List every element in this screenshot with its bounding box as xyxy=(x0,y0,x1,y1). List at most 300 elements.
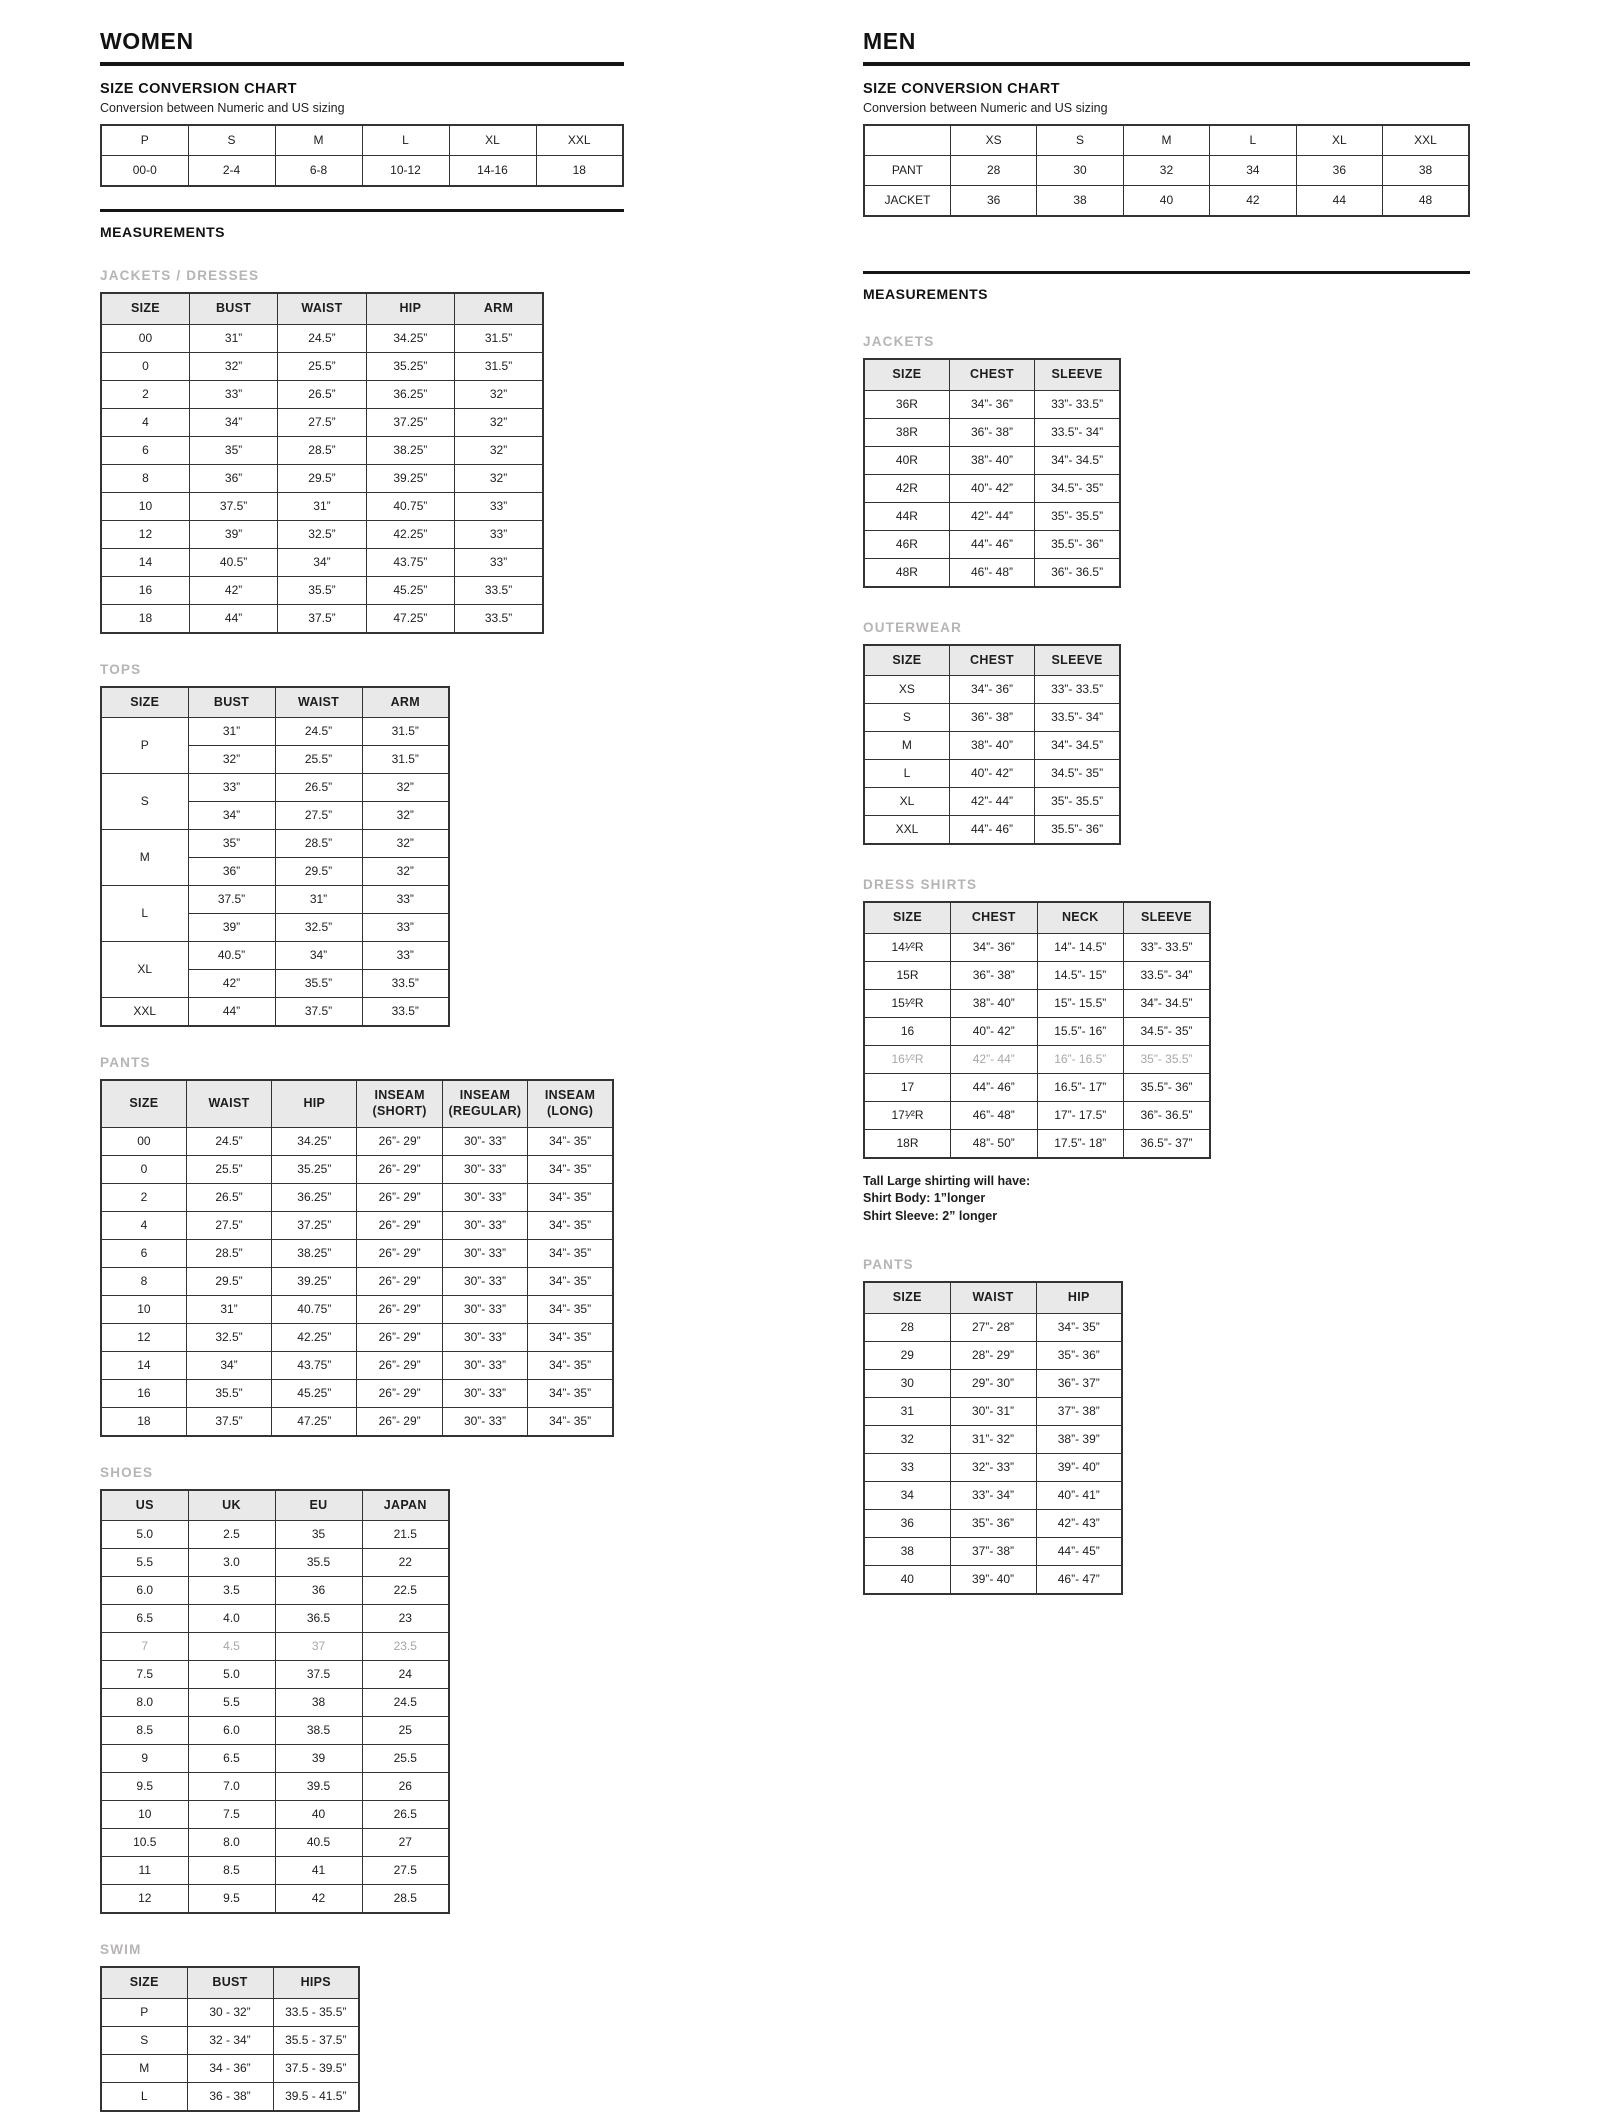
table-cell: 3.5 xyxy=(188,1577,275,1605)
table-cell: 37.5” xyxy=(278,604,366,633)
table-cell: 33”- 33.5” xyxy=(1035,390,1120,418)
column-header: CHEST xyxy=(949,645,1034,676)
table-cell: 5.5 xyxy=(101,1549,188,1577)
column-header: SIZE xyxy=(101,687,188,718)
table-cell: L xyxy=(101,2082,187,2111)
table-row xyxy=(101,1155,613,1183)
note-line: Shirt Body: 1”longer xyxy=(863,1191,986,1206)
table-cell: 30”- 33” xyxy=(442,1183,527,1211)
men-size-conversion-table xyxy=(863,124,1470,217)
table-cell: 25 xyxy=(362,1717,449,1745)
table-cell: 12 xyxy=(101,1323,186,1351)
table-cell: 35” xyxy=(189,436,277,464)
table-cell: 36R xyxy=(864,390,949,418)
table-cell: 28.5” xyxy=(275,830,362,858)
column-header: NECK xyxy=(1037,902,1124,933)
table-cell: PANT xyxy=(864,156,950,186)
table-cell: 34” xyxy=(278,548,366,576)
men-shirting-note xyxy=(863,1173,1470,1226)
table-cell: 9.5 xyxy=(188,1885,275,1914)
table-cell: 16”- 16.5” xyxy=(1037,1045,1124,1073)
table-cell: P xyxy=(101,1998,187,2026)
table-cell: 14.5”- 15” xyxy=(1037,961,1124,989)
table-cell: 42.25” xyxy=(366,520,454,548)
table-cell: 31” xyxy=(278,492,366,520)
table-cell: 27.5” xyxy=(186,1211,271,1239)
table-cell: 35”- 35.5” xyxy=(1035,788,1120,816)
table-cell: 26”- 29” xyxy=(357,1407,442,1436)
table-cell: 37.25” xyxy=(366,408,454,436)
table-cell: 32” xyxy=(362,774,449,802)
table-cell: XS xyxy=(864,676,949,704)
column-header: SIZE xyxy=(864,902,951,933)
table-cell: 5.0 xyxy=(101,1521,188,1549)
table-cell: 27.5” xyxy=(278,408,366,436)
table-cell: M xyxy=(864,732,949,760)
table-cell: 30”- 33” xyxy=(442,1267,527,1295)
column-header: SLEEVE xyxy=(1124,902,1211,933)
table-cell: 3.0 xyxy=(188,1549,275,1577)
column-header: SIZE xyxy=(101,1080,186,1127)
table-cell: 24.5” xyxy=(278,324,366,352)
table-cell: 39 xyxy=(275,1745,362,1773)
table-cell: 8 xyxy=(101,1267,186,1295)
table-cell: 34”- 35” xyxy=(528,1379,613,1407)
table-cell: 6.5 xyxy=(188,1745,275,1773)
table-cell: 26.5” xyxy=(278,380,366,408)
table-cell: 35”- 36” xyxy=(1036,1342,1122,1370)
table-cell: 28 xyxy=(864,1314,950,1342)
table-cell: 34”- 35” xyxy=(528,1183,613,1211)
table-body xyxy=(864,1314,1122,1595)
table-row xyxy=(101,380,543,408)
table-cell: 2 xyxy=(101,1183,186,1211)
table-row xyxy=(101,1211,613,1239)
column-header: L xyxy=(362,125,449,156)
table-cell: 30”- 33” xyxy=(442,1127,527,1155)
table-cell: 42”- 44” xyxy=(949,502,1034,530)
table-row xyxy=(101,1295,613,1323)
table-cell: 26”- 29” xyxy=(357,1127,442,1155)
women-title: WOMEN xyxy=(100,28,194,54)
table-row xyxy=(864,1073,1210,1101)
table-row xyxy=(101,156,623,187)
table-cell: 46”- 48” xyxy=(951,1101,1038,1129)
table-cell: 14¹⁄²R xyxy=(864,933,951,961)
table-cell: 36”- 37” xyxy=(1036,1370,1122,1398)
table-cell: 32” xyxy=(455,380,543,408)
table-cell: 34.5”- 35” xyxy=(1035,760,1120,788)
table-cell: 34 - 36” xyxy=(187,2054,273,2082)
table-head xyxy=(101,293,543,324)
table-cell: 25.5” xyxy=(275,746,362,774)
table-cell: 33”- 33.5” xyxy=(1124,933,1211,961)
table-cell: 18R xyxy=(864,1129,951,1158)
table-cell: 33.5” xyxy=(455,604,543,633)
table-header-row xyxy=(864,125,1469,156)
women-pants-label: PANTS xyxy=(100,1055,151,1071)
table-cell: 26”- 29” xyxy=(357,1239,442,1267)
table-cell: 36”- 38” xyxy=(951,961,1038,989)
women-section xyxy=(100,0,624,2112)
table-cell: 47.25” xyxy=(272,1407,357,1436)
table-cell: 40.5 xyxy=(275,1829,362,1857)
table-row xyxy=(864,418,1120,446)
table-head xyxy=(101,1967,359,1998)
table-cell: 32” xyxy=(189,352,277,380)
table-cell: 7.0 xyxy=(188,1773,275,1801)
table-cell: 14”- 14.5” xyxy=(1037,933,1124,961)
table-cell: 5.0 xyxy=(188,1661,275,1689)
table-cell: 42” xyxy=(188,970,275,998)
table-cell: 37.5” xyxy=(186,1407,271,1436)
table-cell: 16¹⁄²R xyxy=(864,1045,951,1073)
table-header-row xyxy=(101,293,543,324)
column-header: S xyxy=(188,125,275,156)
table-cell: 25.5 xyxy=(362,1745,449,1773)
table-row xyxy=(864,156,1469,186)
table-cell: 28.5 xyxy=(362,1885,449,1914)
table-head xyxy=(864,902,1210,933)
women-conversion-subheading: Conversion between Numeric and US sizing xyxy=(100,101,345,115)
table-cell: 26”- 29” xyxy=(357,1183,442,1211)
table-cell: 33.5” xyxy=(455,576,543,604)
table-cell: 43.75” xyxy=(272,1351,357,1379)
table-cell: 0 xyxy=(101,1155,186,1183)
table-cell: 35.5”- 36” xyxy=(1035,530,1120,558)
column-header: SLEEVE xyxy=(1035,359,1120,390)
table-cell: 44”- 46” xyxy=(949,530,1034,558)
table-cell: 31.5” xyxy=(455,352,543,380)
column-header: XXL xyxy=(536,125,623,156)
column-header: L xyxy=(1210,125,1296,156)
table-cell: 36 xyxy=(864,1510,950,1538)
table-cell: 40R xyxy=(864,446,949,474)
table-cell: 33” xyxy=(188,774,275,802)
table-cell: 23.5 xyxy=(362,1633,449,1661)
table-cell: 35.5” xyxy=(186,1379,271,1407)
table-cell: 44”- 46” xyxy=(951,1073,1038,1101)
table-cell: 6 xyxy=(101,436,189,464)
table-row xyxy=(864,502,1120,530)
column-header: JAPAN xyxy=(362,1490,449,1521)
table-cell: 8.5 xyxy=(188,1857,275,1885)
table-cell: 7.5 xyxy=(101,1661,188,1689)
table-cell: 6.0 xyxy=(101,1577,188,1605)
table-cell: 32” xyxy=(362,858,449,886)
table-cell: 26”- 29” xyxy=(357,1267,442,1295)
table-cell: 16.5”- 17” xyxy=(1037,1073,1124,1101)
table-cell: 25.5” xyxy=(186,1155,271,1183)
column-header: UK xyxy=(188,1490,275,1521)
table-cell: 34”- 35” xyxy=(528,1295,613,1323)
column-header: BUST xyxy=(189,293,277,324)
table-row xyxy=(864,390,1120,418)
table-row xyxy=(101,830,449,858)
table-cell: 33” xyxy=(455,520,543,548)
table-row xyxy=(864,760,1120,788)
table-cell: 34 xyxy=(864,1482,950,1510)
column-header: SLEEVE xyxy=(1035,645,1120,676)
table-cell: 36 - 38” xyxy=(187,2082,273,2111)
table-row xyxy=(101,774,449,802)
table-cell: 48 xyxy=(1383,186,1469,217)
women-size-conversion-table xyxy=(100,124,624,187)
table-cell: 8.5 xyxy=(101,1717,188,1745)
table-cell: 27 xyxy=(362,1829,449,1857)
table-cell: 36”- 36.5” xyxy=(1124,1101,1211,1129)
table-cell: 00 xyxy=(101,1127,186,1155)
table-cell: 24.5” xyxy=(186,1127,271,1155)
table-cell: 10 xyxy=(101,1801,188,1829)
table-cell: 40 xyxy=(864,1566,950,1595)
table-cell: 4 xyxy=(101,1211,186,1239)
table-cell: 32” xyxy=(455,464,543,492)
table-cell: 37”- 38” xyxy=(950,1538,1036,1566)
table-cell: 33.5”- 34” xyxy=(1035,704,1120,732)
table-cell: JACKET xyxy=(864,186,950,217)
column-header: BUST xyxy=(187,1967,273,1998)
table-cell: 35.5”- 36” xyxy=(1124,1073,1211,1101)
table-cell: 39.5 xyxy=(275,1773,362,1801)
table-cell: 33” xyxy=(362,914,449,942)
table-cell: 26”- 29” xyxy=(357,1379,442,1407)
table-cell: 36.5 xyxy=(275,1605,362,1633)
table-cell: 35.5” xyxy=(275,970,362,998)
table-row xyxy=(864,474,1120,502)
table-body xyxy=(101,324,543,633)
table-cell: 39”- 40” xyxy=(1036,1454,1122,1482)
table-cell: 00 xyxy=(101,324,189,352)
table-cell: 35.5”- 36” xyxy=(1035,816,1120,845)
table-cell: 29.5” xyxy=(186,1267,271,1295)
table-body xyxy=(101,1127,613,1436)
table-row xyxy=(864,704,1120,732)
table-cell: 40.75” xyxy=(366,492,454,520)
table-row xyxy=(864,558,1120,587)
table-cell: 33.5”- 34” xyxy=(1035,418,1120,446)
table-row xyxy=(864,1370,1122,1398)
table-cell: 17 xyxy=(864,1073,951,1101)
table-cell: 31.5” xyxy=(362,718,449,746)
table-cell: 23 xyxy=(362,1605,449,1633)
table-cell: 35”- 36” xyxy=(950,1510,1036,1538)
table-cell: 31”- 32” xyxy=(950,1426,1036,1454)
table-row xyxy=(101,1577,449,1605)
table-row xyxy=(101,1239,613,1267)
men-title-divider xyxy=(863,62,1470,66)
column-header: XL xyxy=(1296,125,1382,156)
table-cell: XXL xyxy=(864,816,949,845)
table-row xyxy=(101,1633,449,1661)
table-cell: 39”- 40” xyxy=(950,1566,1036,1595)
table-header-row xyxy=(864,1282,1122,1313)
table-cell: 36”- 38” xyxy=(949,418,1034,446)
column-header: HIP xyxy=(1036,1282,1122,1313)
table-cell: 33”- 33.5” xyxy=(1035,676,1120,704)
table-cell: 32.5” xyxy=(278,520,366,548)
table-cell: 30”- 33” xyxy=(442,1295,527,1323)
table-row xyxy=(101,1773,449,1801)
table-cell: 46”- 48” xyxy=(949,558,1034,587)
table-row xyxy=(864,676,1120,704)
table-cell: 17.5”- 18” xyxy=(1037,1129,1124,1158)
table-cell: 29 xyxy=(864,1342,950,1370)
table-row xyxy=(101,2082,359,2111)
women-swim-table xyxy=(100,1966,360,2112)
table-cell: 34”- 35” xyxy=(528,1407,613,1436)
size-group-cell: XXL xyxy=(101,998,188,1027)
table-row xyxy=(101,1661,449,1689)
table-cell: 45.25” xyxy=(272,1379,357,1407)
column-header: M xyxy=(275,125,362,156)
table-cell: 27”- 28” xyxy=(950,1314,1036,1342)
table-body xyxy=(101,1998,359,2111)
table-cell: 42 xyxy=(1210,186,1296,217)
table-cell: 37.5 xyxy=(275,1661,362,1689)
table-cell: 34.5”- 35” xyxy=(1124,1017,1211,1045)
column-header: INSEAM (REGULAR) xyxy=(442,1080,527,1127)
table-cell: 38.25” xyxy=(272,1239,357,1267)
table-row xyxy=(101,604,543,633)
men-title: MEN xyxy=(863,28,916,54)
table-cell: 42 xyxy=(275,1885,362,1914)
table-row xyxy=(101,2054,359,2082)
table-cell: 36” xyxy=(189,464,277,492)
men-pants-table xyxy=(863,1281,1123,1595)
table-row xyxy=(101,436,543,464)
table-row xyxy=(101,576,543,604)
table-cell: XL xyxy=(864,788,949,816)
table-cell: 28.5” xyxy=(278,436,366,464)
table-cell: 38.5 xyxy=(275,1717,362,1745)
men-measurements-divider xyxy=(863,271,1470,274)
table-cell: 33” xyxy=(455,548,543,576)
men-outerwear-label: OUTERWEAR xyxy=(863,619,963,635)
table-cell: 30”- 33” xyxy=(442,1239,527,1267)
column-header: S xyxy=(1037,125,1123,156)
table-cell: 25.5” xyxy=(278,352,366,380)
table-cell: 34”- 36” xyxy=(951,933,1038,961)
table-cell: 33” xyxy=(362,942,449,970)
table-head xyxy=(864,1282,1122,1313)
table-cell: 34”- 35” xyxy=(528,1127,613,1155)
table-cell: 34.25” xyxy=(366,324,454,352)
table-cell: 34”- 34.5” xyxy=(1035,446,1120,474)
table-row xyxy=(101,1885,449,1914)
table-cell: 26”- 29” xyxy=(357,1295,442,1323)
table-row xyxy=(864,989,1210,1017)
table-cell: 34”- 34.5” xyxy=(1124,989,1211,1017)
table-cell: 24.5 xyxy=(362,1689,449,1717)
table-cell: 34”- 35” xyxy=(528,1239,613,1267)
table-cell: 31.5” xyxy=(455,324,543,352)
table-row xyxy=(101,1407,613,1436)
column-header: P xyxy=(101,125,188,156)
table-head xyxy=(864,125,1469,156)
table-row xyxy=(864,186,1469,217)
table-cell: 35.5 - 37.5” xyxy=(273,2026,359,2054)
table-row xyxy=(101,1127,613,1155)
table-row xyxy=(101,352,543,380)
table-cell: 6.0 xyxy=(188,1717,275,1745)
column-header: WAIST xyxy=(950,1282,1036,1313)
table-row xyxy=(101,1829,449,1857)
table-row xyxy=(101,886,449,914)
table-head xyxy=(101,1490,449,1521)
table-cell: 38”- 40” xyxy=(949,732,1034,760)
column-header: SIZE xyxy=(864,1282,950,1313)
table-cell: 44”- 45” xyxy=(1036,1538,1122,1566)
table-row xyxy=(101,1521,449,1549)
size-group-cell: P xyxy=(101,718,188,774)
note-line: Shirt Sleeve: 2” longer xyxy=(863,1208,998,1223)
column-header: SIZE xyxy=(101,293,189,324)
women-jackets-dresses-table xyxy=(100,292,544,634)
table-cell: 16 xyxy=(101,1379,186,1407)
men-conversion-subheading: Conversion between Numeric and US sizing xyxy=(863,101,1108,115)
table-cell: 31” xyxy=(189,324,277,352)
men-measurements-heading: MEASUREMENTS xyxy=(863,286,989,302)
table-row xyxy=(101,1801,449,1829)
men-pants-label: PANTS xyxy=(863,1257,914,1273)
table-row xyxy=(864,1566,1122,1595)
table-cell: 38”- 39” xyxy=(1036,1426,1122,1454)
table-cell: 26.5 xyxy=(362,1801,449,1829)
table-cell: 34.5”- 35” xyxy=(1035,474,1120,502)
table-row xyxy=(864,1342,1122,1370)
table-cell: 14-16 xyxy=(449,156,536,187)
column-header: CHEST xyxy=(949,359,1034,390)
table-header-row xyxy=(864,359,1120,390)
table-cell: 34”- 35” xyxy=(528,1155,613,1183)
table-cell: 11 xyxy=(101,1857,188,1885)
table-row xyxy=(864,1454,1122,1482)
table-row xyxy=(101,1717,449,1745)
table-cell: 29.5” xyxy=(278,464,366,492)
column-header: HIPS xyxy=(273,1967,359,1998)
table-cell: 29.5” xyxy=(275,858,362,886)
table-cell: 39.5 - 41.5” xyxy=(273,2082,359,2111)
table-cell: 26.5” xyxy=(275,774,362,802)
table-cell: 8.0 xyxy=(188,1829,275,1857)
table-cell: 36.5”- 37” xyxy=(1124,1129,1211,1158)
table-cell: 40”- 42” xyxy=(949,760,1034,788)
women-title-divider xyxy=(100,62,624,66)
table-cell: 33.5”- 34” xyxy=(1124,961,1211,989)
table-row xyxy=(864,1045,1210,1073)
table-cell: 34”- 35” xyxy=(528,1351,613,1379)
table-cell: 28.5” xyxy=(186,1239,271,1267)
table-cell: 42”- 43” xyxy=(1036,1510,1122,1538)
table-cell: 33 xyxy=(864,1454,950,1482)
men-dress-shirts-label: DRESS SHIRTS xyxy=(863,877,978,893)
table-cell: 4.5 xyxy=(188,1633,275,1661)
table-cell: M xyxy=(101,2054,187,2082)
table-cell: 30”- 33” xyxy=(442,1379,527,1407)
table-cell: 39.25” xyxy=(366,464,454,492)
column-header: M xyxy=(1123,125,1209,156)
table-cell: 12 xyxy=(101,1885,188,1914)
column-header xyxy=(864,125,950,156)
table-cell: 33.5” xyxy=(362,970,449,998)
table-cell: 30”- 33” xyxy=(442,1351,527,1379)
table-cell: 39” xyxy=(188,914,275,942)
table-head xyxy=(864,359,1120,390)
table-cell: 33”- 34” xyxy=(950,1482,1036,1510)
column-header: SIZE xyxy=(864,645,949,676)
column-header: XL xyxy=(449,125,536,156)
